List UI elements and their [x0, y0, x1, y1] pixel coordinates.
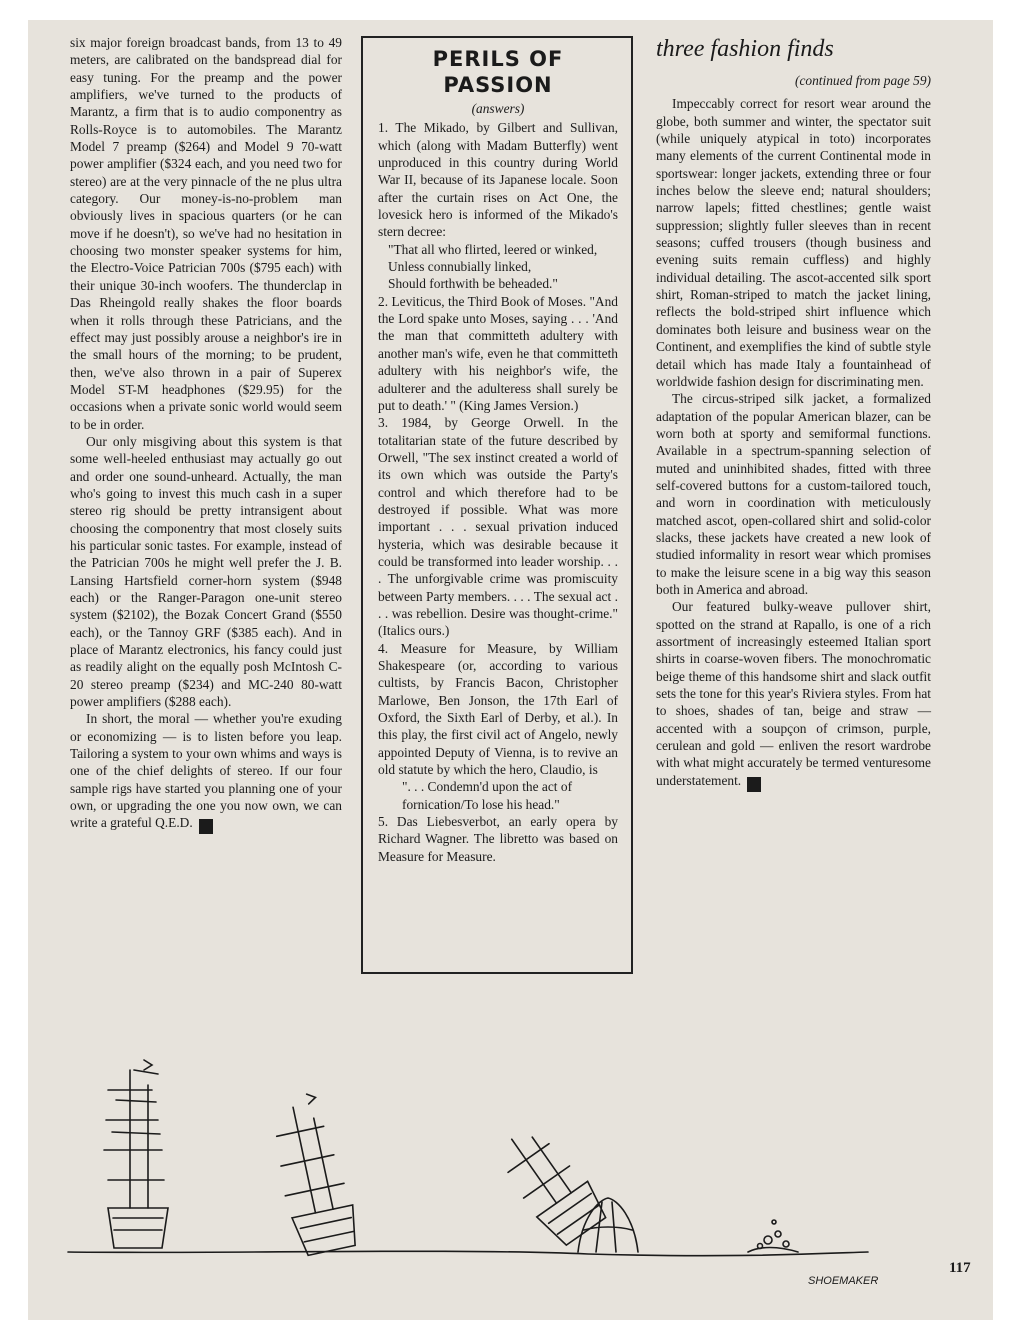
article-paragraph — [70, 710, 342, 834]
answer-item: 5. Das Liebesverbot, an early opera by Richard Wagner. The libretto was based on Measure for Measure. — [378, 814, 618, 864]
page-number: 117 — [949, 1260, 971, 1276]
ship-3 — [492, 1117, 610, 1249]
box-title: PERILS OF PASSION — [432, 47, 564, 97]
magazine-page — [28, 20, 993, 1320]
box-subtitle: (answers) — [471, 101, 525, 116]
article-paragraph-text: In short, the moral — whether you're exuding or economizing — is to listen before you leap. Tailoring a system to your own whims and ways is one of the chief delights of stereo. If our four sample rigs have started you planning one of your own, or upgrading the one you now own, we can write a grateful Q.E.D. — [70, 711, 342, 831]
ship-4 — [578, 1198, 638, 1252]
article-paragraph: The circus-striped silk jacket, a formalized adaptation of the popular American blazer, can be worn both at sporty and semiformal functions. Available in a spectrum-spanning selection of muted and uninhibited shades, fitted with three self-covered buttons for a custom-tailored touch, and worn in coordination with meticulously matched ascot, open-collared shirt and solid-color slacks, these jackets have created a new look of studied informality in resort wear which promises to make the leisure scene in a big way this season both in America and abroad. — [656, 391, 931, 597]
answer-verse: ". . . Condemn'd upon the act of fornication/To lose his head." — [402, 779, 573, 812]
answer-verse: Should forthwith be beheaded." — [388, 276, 558, 292]
fashion-article-column — [656, 34, 931, 792]
cartoonist-signature: SHOEMAKER — [808, 1275, 879, 1287]
fashion-heading: three fashion finds — [656, 36, 834, 62]
article-paragraph: Our only misgiving about this system is that some well-heeled enthusiast may actually go out and order one sound-unheard. Actually, the man who's going to invest this much cash in a super stereo rig should be pretty intransigent about choosing the componentry that most closely suits his particular sonic tastes. For example, instead of the Patrician 700s he might well prefer the J. B. Lansing Hartsfield corner-horn system ($948 each) or the Ranger-Paragon one-unit stereo system ($2102), the Bozak Concert Grand ($550 each), or the Tannoy GRF ($385 each). And in place of Marantz electronics, his fancy could just as readily alight on the equally posh McIntosh C-20 stereo preamp ($234) and MC-240 80-watt power amplifiers ($288 each). — [70, 433, 342, 710]
stereo-article-column — [70, 34, 342, 834]
answer-item: 1. The Mikado, by Gilbert and Sullivan, which (along with Madam Butterfly) went unproduced in this country during World War II, because of its Japanese locale. Soon after the curtain rises on Act One, the lovesick hero is informed of the Mikado's stern decree: — [378, 120, 618, 240]
perils-of-passion-box — [361, 36, 633, 974]
bunny-end-mark-icon: ◆ — [199, 819, 213, 834]
sinking-ship-cartoon — [28, 990, 993, 1310]
article-paragraph — [656, 598, 931, 791]
answer-item: 3. 1984, by George Orwell. In the totalitarian state of the future described by Orwell, "The sex instinct created a world of its own which was outside the Party's control and which therefore had to be destroyed if possible. What was more important . . . sexual privation induced hysteria, which was desirable because it could be transformed into leader worship. . . . The unforgivable crime was promiscuity between Party members. . . . The sexual act . . . was rebellion. Desire was thought-crime." (Italics ours.) — [378, 415, 618, 639]
answer-item: 2. Leviticus, the Third Book of Moses. "And the Lord spake unto Moses, saying . . . 'And the man that committeth adultery with another man's wife, even he that committeth adultery with his neighbor's wife, the adulterer and the adulteress shall surely be put to death.' " (King James Version.) — [378, 293, 618, 413]
continued-note: (continued from page 59) — [795, 73, 931, 88]
bunny-end-mark-icon: ◆ — [747, 777, 761, 792]
answer-item: 4. Measure for Measure, by William Shakespeare (or, according to various cultists, by Francis Bacon, Christopher Marlowe, Ben Jonson, the 17th Earl of Oxford, the Sixth Earl of Derby, et al.). In this play, the first civil act of Angelo, newly appointed Deputy of Vienna, is to revive an old statute by which the hero, Claudio, is — [378, 640, 618, 778]
ship-5-bubbles — [748, 1220, 798, 1252]
answer-verse: Unless connubially linked, — [388, 259, 532, 275]
ship-2 — [266, 1090, 361, 1258]
article-paragraph: Impeccably correct for resort wear around the globe, both summer and winter, the spectator suit (while uniquely atypical in toto) incorporates many elements of the current Continental mode in sportswear: longer jackets, extending three or four inches below the sleeve end; natural shoulders; narrow lapels; fitted chestlines; gentle waist suppression; slightly fuller sleeves than in recent seasons; cuffed trousers (though business and evening suits remain cuffless) and highly individual detailing. The ascot-accented silk sport shirt, Roman-striped to match the jacket lining, reflects the bold-striped shirt influence which dominates both leisure and business wear on the Continent, and exemplifies the kind of subtle style detail which has made Italy a fountainhead of worldwide fashion design for discriminating men. — [656, 96, 931, 389]
answer-verse: "That all who flirted, leered or winked, — [388, 241, 598, 257]
article-paragraph: six major foreign broadcast bands, from 13 to 49 meters, are calibrated on the bandspread dial for easy tuning. For the preamp and the power amplifiers, we've turned to the products of Marantz, a firm that is to audio componentry as Rolls-Royce is to automobiles. The Marantz Model 7 preamp ($264) and Model 9 70-watt power amplifier ($324 each, and you need two for stereo) are at the very pinnacle of the ne plus ultra category. Our money-is-no-problem man obviously lives in spacious quarters (or he can move if he doesn't), so we've had no hesitation in choosing two monster speaker systems for him, the Electro-Voice Patrician 700s ($795 each) with their unique 30-inch woofers. The thunderclap in Das Rheingold really shakes the floor boards when it rolls through these Patricians, and the effect may just possibly arouse a neighbor's ire in the small hours of the morning; to be prudent, then, we've also thrown in a pair of Superex Model ST-M headphones ($29.95) for the occasions when a private sonic world would seem to be in order. — [70, 35, 342, 432]
ship-1 — [104, 1060, 168, 1248]
article-paragraph-text: Our featured bulky-weave pullover shirt, spotted on the strand at Rapallo, is one of a rich assortment of increasingly esteemed Italian sport shirts in coarse-woven fibers. The monochromatic beige theme of this handsome shirt and slack outfit sets the tone for this year's Riviera styles. From hat to shoes, shades of tan, beige and straw — accented with a soupçon of crimson, purple, cerulean and gold — enliven the resort wardrobe with what might accurately be termed venturesome understatement. — [656, 599, 931, 788]
